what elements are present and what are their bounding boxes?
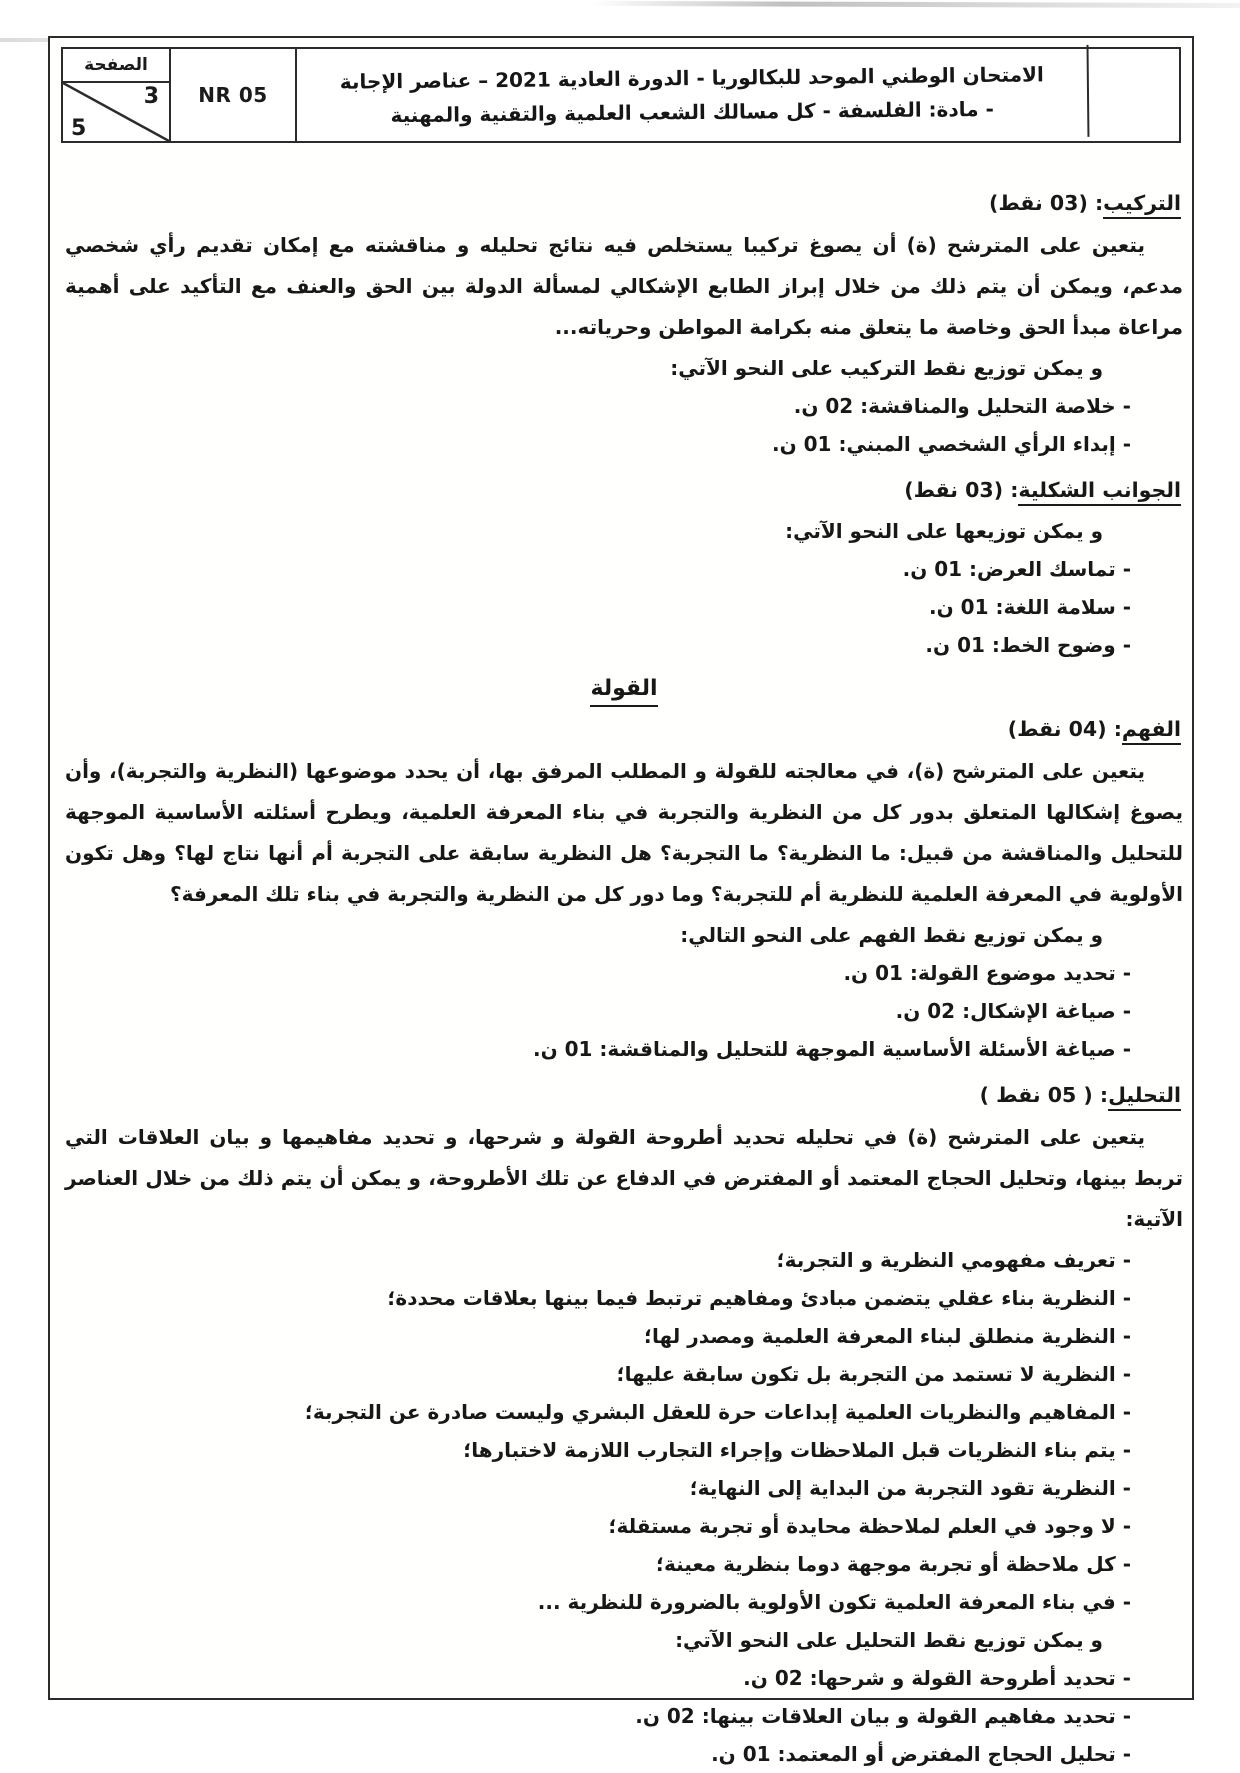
page-number-cell	[63, 49, 171, 141]
bullet-item: - صياغة الإشكال: 02 ن.	[895, 999, 1131, 1023]
section-heading-title: الفهم	[1122, 717, 1181, 745]
bullet-item: - خلاصة التحليل والمناقشة: 02 ن.	[793, 394, 1131, 418]
exam-title-line1: الامتحان الوطني الموحد للبكالوريا - الدورة العادية 2021 – عناصر الإجابة	[339, 62, 1044, 94]
paragraph: يتعين على المترشح (ة)، في معالجته للقولة و المطلب المرفق بها، أن يحدد موضوعها (النظرية والتجربة)، وأن يصوغ إشكالها المتعلق بدور كل من النظرية والتجربة في بناء المعرفة العلمية، ويطرح أسئلته الأساسية الموجهة للتحليل والمناقشة من قبيل: ما النظرية؟ ما التجربة؟ هل النظرية سابقة على التجربة أم أنها نتاج لها؟ وهل تكون الأولوية في المعرفة العلمية للنظرية أم للتجربة؟ وما دور كل من النظرية والتجربة في بناء تلك المعرفة؟	[65, 759, 1183, 906]
bullet-item: - وضوح الخط: 01 ن.	[925, 633, 1131, 657]
bullet-item: - تحديد موضوع القولة: 01 ن.	[843, 961, 1131, 985]
bullet-item: - النظرية لا تستمد من التجربة بل تكون سابقة عليها؛	[616, 1362, 1131, 1386]
section-heading	[65, 183, 1181, 223]
quote-section-title-text: القولة	[590, 676, 657, 707]
exam-title-cell	[297, 45, 1090, 145]
bullet-item: - تحديد أطروحة القولة و شرحها: 02 ن.	[743, 1666, 1131, 1690]
exam-header-box	[61, 47, 1181, 143]
total-pages-number: 5	[71, 116, 87, 141]
distribution-line: و يمكن توزيع نقط التحليل على النحو الآتي:	[675, 1628, 1103, 1652]
section-heading-points: : (03 نقط)	[988, 191, 1104, 215]
section-heading-title: الجوانب الشكلية	[1018, 478, 1181, 506]
section-heading	[65, 1075, 1181, 1115]
bullet-item: - صياغة الأسئلة الأساسية الموجهة للتحليل والمناقشة: 01 ن.	[532, 1037, 1131, 1061]
bullet-item: - يتم بناء النظريات قبل الملاحظات وإجراء التجارب اللازمة لاختبارها؛	[463, 1438, 1131, 1462]
section-heading-points: : (03 نقط)	[904, 478, 1019, 502]
bullet-item: - تحليل الحجاج المفترض أو المعتمد: 01 ن.	[711, 1742, 1131, 1766]
bullet-item: - كل ملاحظة أو تجربة موجهة دوما بنظرية معينة؛	[656, 1552, 1131, 1576]
bullet-item: - المفاهيم والنظريات العلمية إبداعات حرة للعقل البشري وليست صادرة عن التجربة؛	[304, 1400, 1131, 1424]
quote-section-title	[65, 676, 1183, 701]
section-heading-title: التحليل	[1108, 1083, 1181, 1111]
bullet-item: - النظرية تقود التجربة من البداية إلى النهاية؛	[689, 1476, 1131, 1500]
empty-header-cell	[1089, 49, 1179, 141]
scan-artifact	[590, 1, 1240, 8]
paragraph: يتعين على المترشح (ة) أن يصوغ تركيبا يستخلص فيه نتائج تحليله و مناقشته مع إمكان تقديم رأي شخصي مدعم، ويمكن أن يتم ذلك من خلال إبراز الطابع الإشكالي لمسألة الدولة بين الحق والعنف مع التأكيد على أهمية مراعاة مبدأ الحق وخاصة ما يتعلق منه بكرامة المواطن وحرياته...	[65, 233, 1183, 339]
exam-reference-code: NR 05	[171, 49, 297, 141]
bullet-item: - تحديد مفاهيم القولة و بيان العلاقات بينها: 02 ن.	[635, 1704, 1131, 1728]
section-heading-points: : ( 05 نقط )	[979, 1083, 1109, 1107]
bullet-item: - سلامة اللغة: 01 ن.	[929, 595, 1131, 619]
bullet-item: - النظرية بناء عقلي يتضمن مبادئ ومفاهيم ترتبط فيما بينها بعلاقات محددة؛	[387, 1286, 1131, 1310]
bullet-item: - تعريف مفهومي النظرية و التجربة؛	[776, 1248, 1131, 1272]
bullet-item: - في بناء المعرفة العلمية تكون الأولوية بالضرورة للنظرية ...	[537, 1590, 1131, 1614]
bullet-item: - تماسك العرض: 01 ن.	[902, 557, 1131, 581]
paragraph: يتعين على المترشح (ة) في تحليله تحديد أطروحة القولة و شرحها، و تحديد مفاهيمها و بيان العلاقات التي تربط بينها، وتحليل الحجاج المعتمد أو المفترض في الدفاع عن تلك الأطروحة، و يمكن أن يتم ذلك من خلال العناصر الآتية:	[65, 1125, 1183, 1231]
distribution-line: و يمكن توزيعها على النحو الآتي:	[785, 519, 1103, 543]
page-border-frame	[48, 36, 1194, 1766]
page-label: الصفحة	[63, 49, 169, 83]
section-heading-title: التركيب	[1103, 191, 1181, 219]
page-fraction	[63, 83, 169, 141]
bullet-item: - لا وجود في العلم لملاحظة محايدة أو تجربة مستقلة؛	[608, 1514, 1131, 1538]
exam-title-line2: - مادة: الفلسفة - كل مسالك الشعب العلمية والتقنية والمهنية	[390, 96, 994, 128]
answer-elements-content	[65, 176, 1183, 1773]
section-heading-points: : (04 نقط)	[1007, 717, 1122, 741]
current-page-number: 3	[143, 84, 159, 109]
section-heading	[65, 470, 1181, 510]
bullet-item: - إبداء الرأي الشخصي المبني: 01 ن.	[772, 432, 1131, 456]
distribution-line: و يمكن توزيع نقط التركيب على النحو الآتي:	[670, 356, 1103, 380]
section-heading	[65, 709, 1181, 749]
bullet-item: - النظرية منطلق لبناء المعرفة العلمية ومصدر لها؛	[644, 1324, 1131, 1348]
distribution-line: و يمكن توزيع نقط الفهم على النحو التالي:	[680, 923, 1103, 947]
